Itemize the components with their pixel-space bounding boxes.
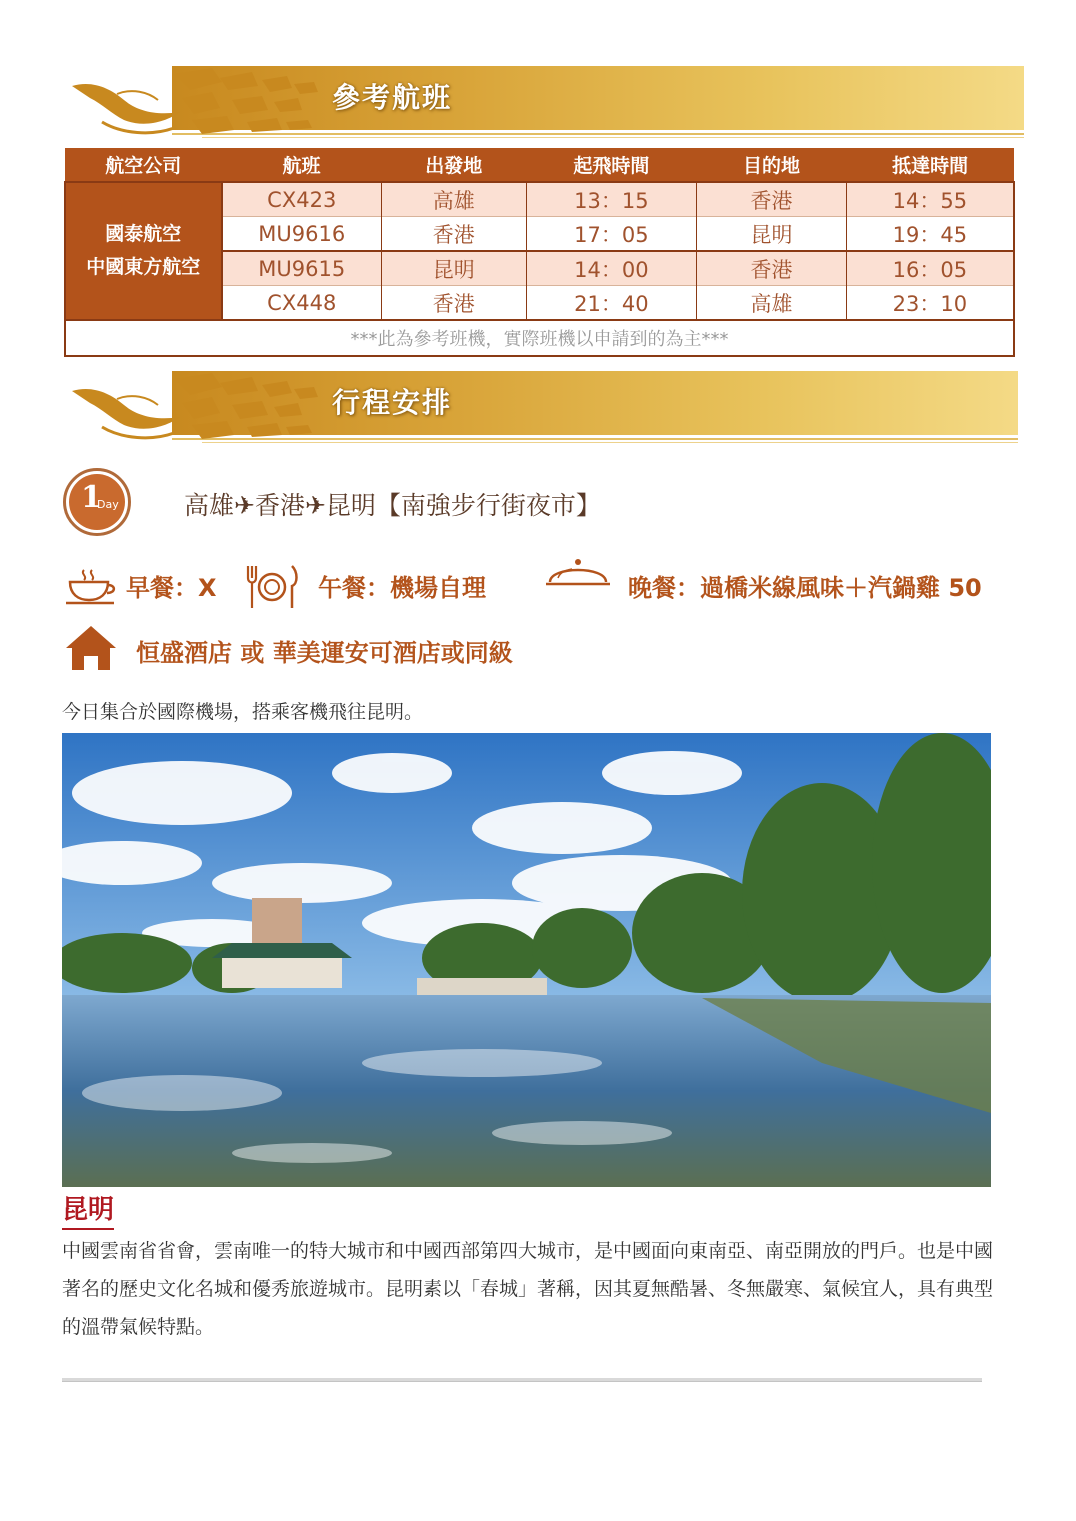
city-title: 昆明 bbox=[62, 1189, 114, 1230]
departure-city: 香港 bbox=[381, 286, 526, 321]
flights-banner bbox=[62, 64, 1024, 142]
dinner-text: 晚餐：過橋米線風味＋汽鍋雞 50 bbox=[628, 574, 982, 602]
arrival-city: 昆明 bbox=[697, 217, 847, 252]
flight-table bbox=[64, 148, 1015, 357]
lunch-text: 午餐：機場自理 bbox=[318, 574, 486, 602]
airline-cell bbox=[65, 182, 222, 320]
header-departure: 起飛時間 bbox=[526, 148, 697, 182]
table-row bbox=[65, 182, 1014, 217]
airline-name: 中國東方航空 bbox=[86, 256, 201, 278]
departure-time: 14：00 bbox=[526, 251, 697, 286]
hotel-text: 恒盛酒店 或 華美運安可酒店或同級 bbox=[136, 639, 513, 667]
bird-ornament-icon bbox=[62, 64, 342, 142]
header-from: 出發地 bbox=[381, 148, 526, 182]
arrival-city: 香港 bbox=[697, 182, 847, 217]
flight-number: MU9616 bbox=[222, 217, 382, 252]
day-number: 1 bbox=[81, 480, 102, 515]
header-airline: 航空公司 bbox=[65, 148, 222, 182]
flight-number: MU9615 bbox=[222, 251, 382, 286]
table-header-row bbox=[65, 148, 1014, 182]
day-badge-inner bbox=[69, 474, 125, 530]
flights-section-title: 參考航班 bbox=[332, 81, 453, 114]
flight-number: CX448 bbox=[222, 286, 382, 321]
itinerary-section-title: 行程安排 bbox=[332, 386, 453, 419]
house-icon bbox=[64, 624, 118, 672]
departure-time: 17：05 bbox=[526, 217, 697, 252]
arrival-city: 香港 bbox=[697, 251, 847, 286]
departure-time: 21：40 bbox=[526, 286, 697, 321]
arrival-time: 14：55 bbox=[846, 182, 1014, 217]
arrival-time: 23：10 bbox=[846, 286, 1014, 321]
flight-number: CX423 bbox=[222, 182, 382, 217]
day-route: 高雄✈香港✈昆明【南強步行街夜市】 bbox=[184, 491, 601, 520]
bird-ornament-icon bbox=[62, 369, 342, 447]
food-cloche-icon bbox=[544, 556, 612, 592]
plate-cutlery-icon bbox=[244, 562, 300, 610]
day-badge bbox=[63, 468, 131, 536]
coffee-cup-icon bbox=[64, 566, 120, 606]
departure-city: 香港 bbox=[381, 217, 526, 252]
arrival-city: 高雄 bbox=[697, 286, 847, 321]
breakfast-text: 早餐：X bbox=[126, 574, 217, 602]
arrival-time: 19：45 bbox=[846, 217, 1014, 252]
day-intro: 今日集合於國際機場，搭乘客機飛往昆明。 bbox=[62, 701, 424, 723]
departure-city: 昆明 bbox=[381, 251, 526, 286]
airline-name: 國泰航空 bbox=[105, 223, 182, 245]
departure-city: 高雄 bbox=[381, 182, 526, 217]
departure-time: 13：15 bbox=[526, 182, 697, 217]
flight-note: ***此為參考班機，實際班機以申請到的為主*** bbox=[65, 320, 1014, 356]
city-description: 中國雲南省省會，雲南唯一的特大城市和中國西部第四大城市，是中國面向東南亞、南亞開放的門戶。也是中國著名的歷史文化名城和優秀旅遊城市。昆明素以「春城」著稱，因其夏無酷暑、冬無嚴寒、氣候宜人，具有典型的溫帶氣候特點。 bbox=[62, 1240, 994, 1338]
table-note-row bbox=[65, 320, 1014, 356]
page-divider bbox=[62, 1378, 982, 1382]
header-to: 目的地 bbox=[697, 148, 847, 182]
kunming-lake-photo bbox=[62, 733, 991, 1187]
itinerary-banner bbox=[62, 369, 1018, 447]
day-label: Day bbox=[97, 498, 119, 511]
header-flight: 航班 bbox=[222, 148, 382, 182]
arrival-time: 16：05 bbox=[846, 251, 1014, 286]
header-arrival: 抵達時間 bbox=[846, 148, 1014, 182]
